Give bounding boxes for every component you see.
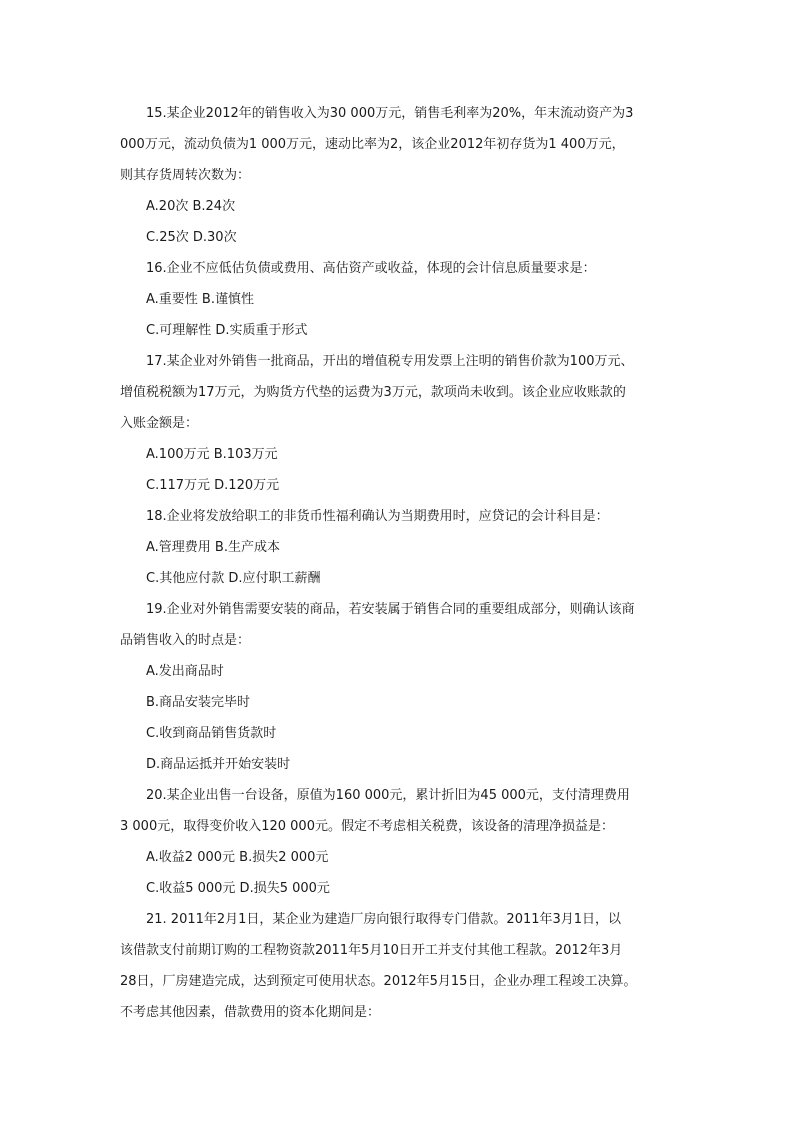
q20-options-cd: C.收益5 000元 D.损失5 000元 [146,881,330,896]
q16-stem-line-1: 16.企业不应低估负债或费用、高估资产或收益，体现的会计信息质量要求是： [146,261,596,276]
q18-options-ab: A.管理费用 B.生产成本 [146,540,280,555]
q19-stem-line-2: 品销售收入的时点是： [120,633,251,648]
q20-stem-line-1: 20.某企业出售一台设备，原值为160 000元，累计折旧为45 000元，支付清理费用 [146,788,630,803]
q19-option-c: C.收到商品销售货款时 [146,726,277,741]
q21-stem-line-1: 21. 2011年2月1日，某企业为建造厂房向银行取得专门借款。2011年3月1日，以 [146,912,622,927]
q19-option-b: B.商品安装完毕时 [146,695,251,710]
q21-stem-line-4: 不考虑其他因素，借款费用的资本化期间是： [120,1005,381,1020]
q15-stem-line-2: 000万元，流动负债为1 000万元，速动比率为2，该企业2012年初存货为1 400万元， [120,137,625,152]
q21-stem-line-2: 该借款支付前期订购的工程物资款2011年5月10日开工并支付其他工程款。2012年3月 [120,943,623,958]
q15-options-ab: A.20次 B.24次 [146,199,236,214]
q17-stem-line-1: 17.某企业对外销售一批商品，开出的增值税专用发票上注明的销售价款为100万元、 [146,354,634,369]
q20-options-ab: A.收益2 000元 B.损失2 000元 [146,850,329,865]
q17-stem-line-2: 增值税税额为17万元，为购货方代垫的运费为3万元，款项尚未收到。该企业应收账款的 [120,385,626,400]
q15-stem-line-3: 则其存货周转次数为： [120,168,251,183]
q16-options-ab: A.重要性 B.谨慎性 [146,292,254,307]
q18-options-cd: C.其他应付款 D.应付职工薪酬 [146,571,321,586]
q15-options-cd: C.25次 D.30次 [146,230,237,245]
question-list [120,98,676,1028]
q16-options-cd: C.可理解性 D.实质重于形式 [146,323,308,338]
q17-stem-line-3: 入账金额是： [120,416,199,431]
q17-options-cd: C.117万元 D.120万元 [146,478,280,493]
q19-stem-line-1: 19.企业对外销售需要安装的商品，若安装属于销售合同的重要组成部分，则确认该商 [146,602,635,617]
q15-stem-line-1: 15.某企业2012年的销售收入为30 000万元，销售毛利率为20%，年末流动资产为3 [146,106,634,121]
q20-stem-line-2: 3 000元，取得变价收入120 000元。假定不考虑相关税费，该设备的清理净损益是： [120,819,614,834]
q17-options-ab: A.100万元 B.103万元 [146,447,278,462]
q19-option-d: D.商品运抵并开始安装时 [146,757,291,772]
q19-option-a: A.发出商品时 [146,664,224,679]
q18-stem-line-1: 18.企业将发放给职工的非货币性福利确认为当期费用时，应贷记的会计科目是： [146,509,609,524]
q21-stem-line-3: 28日，厂房建造完成，达到预定可使用状态。2012年5月15日，企业办理工程竣工决算。 [120,974,637,989]
